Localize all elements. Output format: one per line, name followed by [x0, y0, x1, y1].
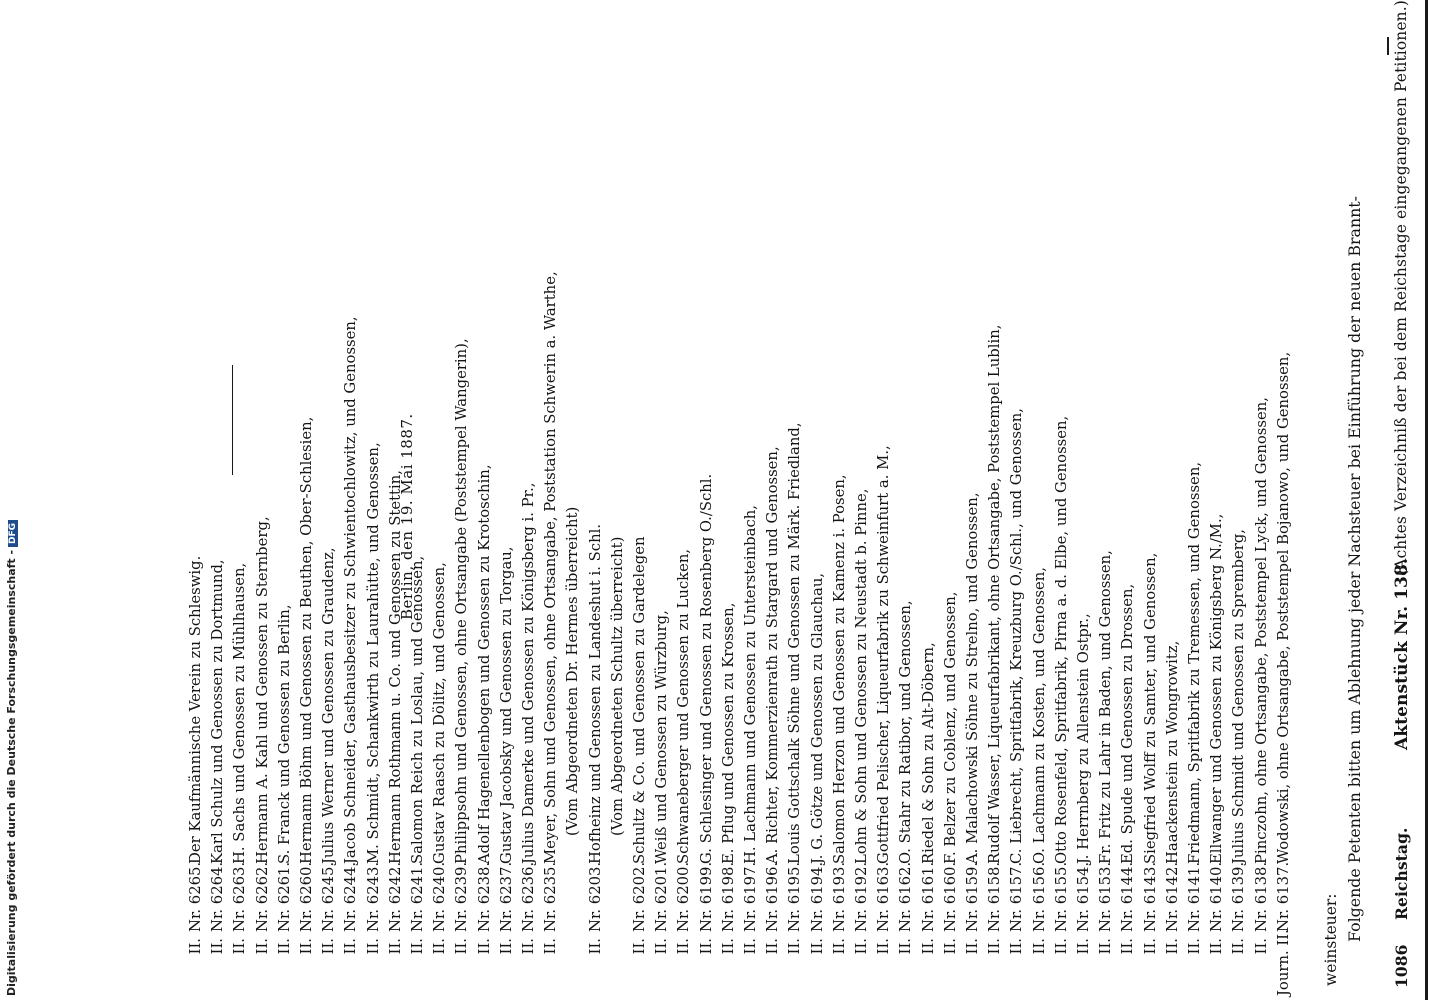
- petition-number: Nr. 6237.: [497, 861, 515, 932]
- petition-text: Der Kaufmännische Verein zu Schleswig.: [187, 555, 204, 864]
- list-item: [451, 6, 473, 996]
- petition-number: Nr. 6141.: [1186, 861, 1203, 932]
- petition-number: Nr. 6203.: [586, 861, 604, 932]
- list-item: [895, 6, 917, 996]
- list-item: [252, 6, 274, 996]
- petition-text: H. Sachs und Genossen zu Mühlhausen,: [231, 562, 249, 864]
- petition-text: Hermann A. Kahl und Genossen zu Sternberg,: [253, 516, 271, 864]
- list-item: [229, 6, 251, 996]
- petition-text: (Vom Abgeordneten Dr. Hermes überreicht): [564, 506, 582, 836]
- petition-number: Nr. 6157.: [1008, 861, 1026, 932]
- petition-session: Journ. II.: [1274, 929, 1292, 996]
- header-rule: [1387, 37, 1389, 55]
- list-item: [296, 6, 318, 996]
- petition-number: Nr. 6137.: [1274, 861, 1292, 932]
- petition-number: Nr. 6154.: [1075, 861, 1092, 932]
- funding-note-text: Digitalisierung gefördert durch die Deutsche Forschungsgemeinschaft -: [5, 549, 18, 996]
- list-item: [1184, 6, 1206, 996]
- petition-text: Jacob Schneider, Gasthausbesitzer zu Schwientochlowitz, und Genossen,: [342, 316, 360, 864]
- petition-session: II.: [786, 938, 804, 955]
- petition-number: Nr. 6238.: [475, 861, 493, 932]
- funding-note: [5, 0, 25, 996]
- petition-text: Philippsohn und Genossen, ohne Ortsangabe (Poststempel Wangerin),: [453, 338, 471, 864]
- petition-text: Julius Schmidt und Genossen zu Spremberg,: [1230, 529, 1248, 864]
- petition-number: Nr. 6144.: [1119, 861, 1137, 932]
- petition-session: II.: [1119, 938, 1137, 955]
- petition-number: Nr. 6260.: [298, 861, 315, 932]
- petition-number: Nr. 6198.: [719, 861, 737, 932]
- list-item: [1117, 6, 1139, 996]
- petition-session: II.: [941, 938, 959, 955]
- petition-text: C. Liebrecht, Spritfabrik, Kreuzburg O./Schl., und Genossen,: [1008, 408, 1026, 864]
- list-item-note: [562, 6, 584, 996]
- petition-session: II.: [1075, 938, 1092, 955]
- petition-text: Hofheinz und Genossen zu Landeshut i. Schl.: [586, 523, 604, 864]
- petition-number: Nr. 6240.: [431, 861, 449, 932]
- list-item: [585, 6, 607, 996]
- list-item: [185, 6, 207, 996]
- petition-number: Nr. 6162.: [897, 861, 915, 932]
- petition-session: II.: [275, 938, 293, 955]
- petition-number: Nr. 6242.: [386, 861, 404, 932]
- petition-text: E. Pflug und Genossen zu Krossen,: [719, 602, 737, 864]
- petition-number: Nr. 6158.: [986, 861, 1004, 932]
- petition-text: Ellwanger und Genossen zu Königsberg N./M.,: [1208, 513, 1226, 864]
- petition-number: Nr. 6195.: [786, 861, 804, 932]
- page-number: 1086: [1392, 944, 1411, 988]
- petition-text: Ed. Spude und Genossen zu Drossen,: [1119, 583, 1137, 864]
- petition-session: II.: [1052, 938, 1070, 955]
- petition-text: Haackenstein zu Wongrowitz,: [1163, 640, 1181, 864]
- petition-text: Julius Damerke und Genossen zu Königsberg i. Pr.,: [520, 482, 537, 864]
- petition-session: II.: [964, 938, 981, 955]
- petition-number: Nr. 6265.: [187, 861, 204, 932]
- petition-text: Schultz & Co. und Genossen zu Gardelegen: [631, 536, 648, 864]
- petition-session: II.: [542, 938, 560, 955]
- petition-session: II.: [475, 938, 493, 955]
- petition-session: II.: [897, 938, 915, 955]
- list-item: [429, 6, 451, 996]
- petition-session: II.: [986, 938, 1004, 955]
- petition-session: II.: [187, 938, 204, 955]
- petition-number: Nr. 6143.: [1141, 861, 1159, 932]
- list-item: [1029, 6, 1051, 996]
- petition-text: Karl Schulz und Genossen zu Dortmund,: [209, 559, 227, 864]
- list-item-note: [607, 6, 629, 996]
- list-item: [762, 6, 784, 996]
- petition-number: Nr. 6244.: [342, 861, 360, 932]
- list-item: [518, 6, 540, 996]
- petition-text: Adolf Hagenellenbogen und Genossen zu Krotoschin,: [475, 464, 493, 864]
- petition-text: M. Schmidt, Schankwirth zu Laurahütte, und Genossen,: [364, 442, 382, 864]
- list-item: [829, 6, 851, 996]
- list-item: [718, 6, 740, 996]
- petition-text: Hermann Rothmann u. Co. und Genossen zu Stettin,: [386, 470, 404, 864]
- petition-session: II.: [364, 938, 382, 955]
- petition-number: Nr. 6241.: [409, 861, 426, 932]
- petition-session: II.: [1163, 938, 1181, 955]
- list-item: [673, 6, 695, 996]
- petition-text: Siegfried Wolff zu Samter, und Genossen,: [1141, 552, 1159, 864]
- petition-session: II.: [742, 938, 759, 955]
- list-item: [918, 6, 940, 996]
- petition-text: J. G. Götze und Genossen zu Glauchau,: [808, 572, 826, 864]
- petition-session: II.: [497, 938, 515, 955]
- petition-text: Otto Rosenfeld, Spritfabrik, Pirna a. d. Elbe, und Genossen,: [1052, 415, 1070, 864]
- petition-number: Nr. 6142.: [1163, 861, 1181, 932]
- list-item: [962, 6, 984, 996]
- petition-number: Nr. 6160.: [941, 861, 959, 932]
- petition-number: Nr. 6159.: [964, 861, 981, 932]
- petition-number: Nr. 6239.: [453, 861, 471, 932]
- petition-session: II.: [320, 938, 338, 955]
- petition-number: Nr. 6235.: [542, 861, 560, 932]
- petition-session: II.: [875, 938, 893, 955]
- petition-text: Fr. Fritz zu Lahr in Baden, und Genossen,: [1097, 550, 1115, 864]
- list-item: [340, 6, 362, 996]
- petition-session: II.: [1252, 938, 1270, 955]
- list-item: [363, 6, 385, 996]
- document-number: Aktenstück Nr. 138.: [1392, 558, 1412, 750]
- petition-number: Nr. 6156.: [1030, 861, 1048, 932]
- list-item: [540, 6, 562, 996]
- petition-session: II.: [342, 938, 360, 955]
- closing-rule: [232, 365, 233, 475]
- petition-session: II.: [253, 938, 271, 955]
- list-item: [496, 6, 518, 996]
- petition-session: II.: [586, 938, 604, 955]
- petition-text: H. Lachmann und Genossen zu Untersteinbach,: [742, 505, 759, 864]
- petition-number: Nr. 6192.: [853, 861, 870, 932]
- petition-number: Nr. 6243.: [364, 861, 382, 932]
- petition-number: Nr. 6202.: [631, 861, 648, 932]
- petition-text: Lohn & Sohn und Genossen zu Neustadt b. Pinne,: [853, 488, 870, 864]
- list-item: [984, 6, 1006, 996]
- list-item: [474, 6, 496, 996]
- petition-number: Nr. 6236.: [520, 861, 537, 932]
- petition-session: II.: [520, 938, 537, 955]
- petition-text: Meyer, Sohn und Genossen, ohne Ortsangabe, Poststation Schwerin a. Warthe,: [542, 271, 560, 864]
- petition-number: Nr. 6261.: [275, 861, 293, 932]
- list-item: [274, 6, 296, 996]
- petition-text: Julius Werner und Genossen zu Graudenz,: [320, 547, 338, 864]
- petition-text: O. Stahr zu Ratibor, und Genossen,: [897, 600, 915, 864]
- petition-session: II.: [830, 938, 848, 955]
- list-item: [696, 6, 718, 996]
- list-item: [1073, 6, 1095, 996]
- petition-session: II.: [1008, 938, 1026, 955]
- petition-list: [185, 6, 1295, 996]
- list-item: [629, 6, 651, 996]
- petition-text: Gustav Jacobsky und Genossen zu Torgau,: [497, 546, 515, 864]
- list-item: [851, 6, 873, 996]
- scan-border: [1425, 0, 1428, 1000]
- intro-line-1: Folgende Petenten bitten um Ablehnung jeder Nachsteuer bei Einführung der neuen Brannt-: [1345, 196, 1364, 942]
- petition-session: II.: [386, 938, 404, 955]
- list-item: [651, 6, 673, 996]
- list-item: [1273, 6, 1295, 996]
- petition-number: Nr. 6196.: [764, 861, 782, 932]
- list-item: [873, 6, 895, 996]
- petition-text: F. Belzer zu Coblenz, und Genossen,: [941, 591, 959, 864]
- dfg-logo: DFG: [8, 520, 18, 547]
- petition-text: Hermann Böhm und Genossen zu Beuthen, Ober-Schlesien,: [298, 416, 315, 864]
- petition-session: II.: [1186, 938, 1203, 955]
- petition-session: II.: [431, 938, 449, 955]
- list-item: [1095, 6, 1117, 996]
- petition-session: II.: [1097, 938, 1115, 955]
- petition-session: II.: [631, 938, 648, 955]
- petition-session: II.: [209, 938, 227, 955]
- petition-session: II.: [853, 938, 870, 955]
- dateline: Berlin, den 19. Mai 1887.: [398, 413, 416, 620]
- petition-text: O. Lachmann zu Kosten, und Genossen,: [1030, 566, 1048, 864]
- petition-text: Rudolf Wasser, Liqueurfabrikant, ohne Ortsangabe, Poststempel Lublin,: [986, 324, 1004, 864]
- petition-session: II.: [1030, 938, 1048, 955]
- petition-text: Salomon Reich zu Loslau, und Genossen,: [409, 555, 426, 864]
- intro-line-2: weinsteuer:: [1322, 893, 1340, 986]
- petition-session: II.: [1208, 938, 1226, 955]
- list-item: [318, 6, 340, 996]
- list-item: [1051, 6, 1073, 996]
- petition-session: II.: [453, 938, 471, 955]
- petition-text: Riedel & Sohn zu Alt-Döbern,: [919, 642, 937, 864]
- petition-session: II.: [1141, 938, 1159, 955]
- list-item: [1228, 6, 1250, 996]
- petition-number: Nr. 6263.: [231, 861, 249, 932]
- petition-number: Nr. 6201.: [653, 861, 671, 932]
- list-item: [1006, 6, 1028, 996]
- petition-text: Weiß und Genossen zu Würzburg,: [653, 610, 671, 864]
- petition-text: Wodowski, ohne Ortsangabe, Poststempel Bojanowo, und Genossen,: [1274, 351, 1292, 864]
- petition-session: II.: [653, 938, 671, 955]
- petition-text: Gottfried Pelischer, Liqueurfabrik zu Schweinfurt a. M.,: [875, 445, 893, 864]
- petition-session: II.: [231, 938, 249, 955]
- petition-session: II.: [764, 938, 782, 955]
- list-item: [784, 6, 806, 996]
- petition-session: II.: [298, 938, 315, 955]
- petition-text: Pinczohn, ohne Ortsangabe, Poststempel Lyck, und Genossen,: [1252, 397, 1270, 864]
- petition-text: Salomon Herzon und Genossen zu Kamenz i. Posen,: [830, 474, 848, 864]
- petition-text: G. Schlesinger und Genossen zu Rosenberg O./Schl.: [697, 473, 715, 864]
- list-item: [1206, 6, 1228, 996]
- petition-session: II.: [719, 938, 737, 955]
- publication-name: Reichstag.: [1392, 827, 1411, 920]
- petition-number: Nr. 6138.: [1252, 861, 1270, 932]
- petition-number: Nr. 6197.: [742, 861, 759, 932]
- petition-text: Louis Gottschalk Söhne und Genossen zu Märk. Friedland,: [786, 422, 804, 864]
- petition-number: Nr. 6193.: [830, 861, 848, 932]
- petition-text: S. Franck und Genossen zu Berlin,: [275, 604, 293, 864]
- list-item: [1140, 6, 1162, 996]
- petition-number: Nr. 6153.: [1097, 861, 1115, 932]
- list-item: [1251, 6, 1273, 996]
- petition-number: Nr. 6161.: [919, 861, 937, 932]
- petition-number: Nr. 6199.: [697, 861, 715, 932]
- petition-session: II.: [409, 938, 426, 955]
- petition-number: Nr. 6264.: [209, 861, 227, 932]
- petition-session: II.: [1230, 938, 1248, 955]
- petition-text: Gustav Raasch zu Dölitz, und Genossen,: [431, 562, 449, 864]
- petition-session: II.: [697, 938, 715, 955]
- page-title: (Achtes Verzeichniß der bei dem Reichstage eingegangenen Petitionen.): [1392, 0, 1410, 576]
- list-item: [1162, 6, 1184, 996]
- list-item: [940, 6, 962, 996]
- list-item: [740, 6, 762, 996]
- list-item: [807, 6, 829, 996]
- list-item: [207, 6, 229, 996]
- petition-text: A. Malachowski Söhne zu Strelno, und Genossen,: [964, 492, 981, 864]
- petition-number: Nr. 6245.: [320, 861, 338, 932]
- petition-number: Nr. 6140.: [1208, 861, 1226, 932]
- petition-number: Nr. 6139.: [1230, 861, 1248, 932]
- petition-number: Nr. 6163.: [875, 861, 893, 932]
- petition-text: Schwaneberger und Genossen zu Lucken,: [675, 548, 693, 864]
- petition-text: A. Richter, Kommerzienrath zu Stargard und Genossen,: [764, 446, 782, 864]
- petition-text: (Vom Abgeordneten Schultz überreicht): [608, 536, 626, 836]
- petition-number: Nr. 6155.: [1052, 861, 1070, 932]
- petition-number: Nr. 6200.: [675, 861, 693, 932]
- petition-session: II.: [919, 938, 937, 955]
- petition-session: II.: [808, 938, 826, 955]
- petition-number: Nr. 6194.: [808, 861, 826, 932]
- petition-number: Nr. 6262.: [253, 861, 271, 932]
- petition-text: J. Herrnberg zu Allenstein Ostpr.,: [1075, 613, 1092, 864]
- petition-session: II.: [675, 938, 693, 955]
- petition-text: Friedmann, Spritfabrik zu Tremessen, und Genossen,: [1186, 461, 1203, 864]
